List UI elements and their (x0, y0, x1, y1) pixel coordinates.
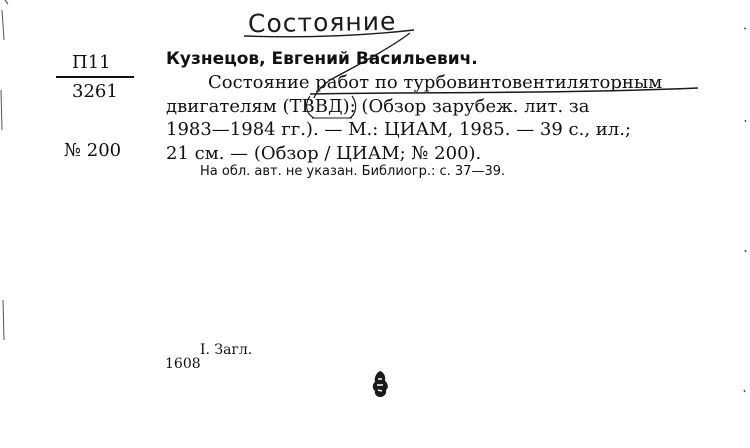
shelfmark-divider (56, 76, 134, 78)
card-number: 1608 (165, 356, 201, 372)
series-number: № 200 (64, 140, 122, 161)
bibliographic-note: На обл. авт. не указан. Библиогр.: с. 37—39. (200, 164, 506, 179)
shelfmark-top: П11 (72, 52, 111, 73)
library-stamp-icon (368, 369, 392, 399)
title-line-3: 1983—1984 гг.). — М.: ЦИАМ, 1985. — 39 с., ил.; (166, 119, 632, 140)
author-heading: Кузнецов, Евгений Васильевич. (166, 49, 478, 69)
title-line-2: двигателям (ТВВД): (Обзор зарубеж. лит. за (166, 96, 590, 117)
shelfmark-bottom: 3261 (72, 81, 118, 102)
index-entry: I. Загл. (200, 342, 253, 358)
title-line-4: 21 см. — (Обзор / ЦИАМ; № 200). (166, 143, 482, 164)
title-line-1: Состояние работ по турбовинтовентиляторным (208, 72, 663, 93)
handwritten-title: Состояние (247, 6, 397, 39)
